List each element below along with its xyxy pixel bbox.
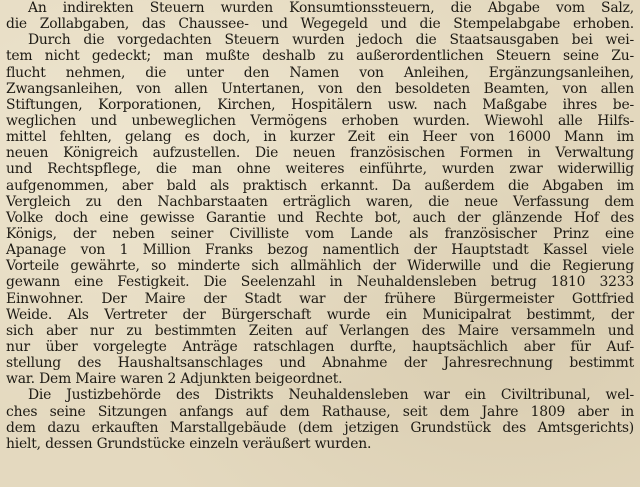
text-line: Stiftungen, Korporationen, Kirchen, Hospitälern usw. nach Maßgabe ihres be-	[6, 96, 634, 113]
text-line: und Rechtspflege, die man ohne weiteres einführte, wurden zwar widerwillig	[6, 161, 634, 178]
text-line: weglichen und unbeweglichen Vermögens erhoben wurden. Wiewohl alle Hilfs-	[6, 112, 634, 129]
text-line: Zwangsanleihen, von allen Untertanen, von den besoldeten Beamten, von allen	[6, 80, 634, 97]
text-line: mittel fehlten, gelang es doch, in kurzer Zeit ein Heer von 16000 Mann im	[6, 129, 634, 146]
text-line: ches seine Sitzungen anfangs auf dem Rathause, seit dem Jahre 1809 aber in	[6, 403, 634, 420]
text-line: neuen Königreich aufzustellen. Die neuen französischen Formen in Verwaltung	[6, 145, 634, 162]
text-line: Königs, der neben seiner Civilliste vom Lande als französischer Prinz eine	[6, 225, 634, 242]
text-line: die Zollabgaben, das Chaussee- und Wegegeld und die Stempelabgabe erhoben.	[6, 16, 634, 33]
text-line: Vergleich zu den Nachbarstaaten erträglich waren, die neue Verfassung dem	[6, 193, 634, 210]
text-line: stellung des Haushaltsanschlages und Abnahme der Jahresrechnung bestimmt	[6, 355, 634, 372]
body-text	[6, 0, 634, 452]
text-line: gewann eine Festigkeit. Die Seelenzahl in Neuhaldensleben betrug 1810 3233	[6, 274, 634, 291]
text-line: aufgenommen, aber bald als praktisch erkannt. Da außerdem die Abgaben im	[6, 177, 634, 194]
text-line: Vorteile gewährte, so minderte sich allmählich der Widerwille und die Regierung	[6, 258, 634, 275]
text-line: An indirekten Steuern wurden Konsumtionssteuern, die Abgabe vom Salz,	[28, 0, 634, 16]
text-line: Apanage von 1 Million Franks bezog namentlich der Hauptstadt Kassel viele	[6, 242, 634, 259]
text-line: war. Dem Maire waren 2 Adjunkten beigeordnet.	[6, 371, 343, 388]
text-line: nur über vorgelegte Anträge ratschlagen durfte, hauptsächlich aber für Auf-	[6, 338, 634, 355]
text-line: flucht nehmen, die unter den Namen von Anleihen, Ergänzungsanleihen,	[6, 64, 634, 81]
text-line: tem nicht gedeckt; man mußte deshalb zu außerordentlichen Steuern seine Zu-	[6, 48, 634, 65]
text-line: hielt, dessen Grundstücke einzeln veräußert wurden.	[6, 435, 372, 452]
text-line: Die Justizbehörde des Distrikts Neuhaldensleben war ein Civiltribunal, wel-	[28, 387, 634, 404]
text-line: Einwohner. Der Maire der Stadt war der frühere Bürgermeister Gottfried	[6, 290, 634, 307]
text-line: Weide. Als Vertreter der Bürgerschaft wurde ein Municipalrat bestimmt, der	[6, 306, 634, 323]
text-line: Volke doch eine gewisse Garantie und Rechte bot, auch der glänzende Hof des	[6, 209, 634, 226]
text-line: sich aber nur zu bestimmten Zeiten auf Verlangen des Maire versammeln und	[6, 322, 634, 339]
text-line: dem dazu erkauften Marstallgebäude (dem jetzigen Grundstück des Amtsgerichts)	[6, 419, 634, 436]
text-line: Durch die vorgedachten Steuern wurden jedoch die Staatsausgaben bei wei-	[28, 32, 634, 49]
